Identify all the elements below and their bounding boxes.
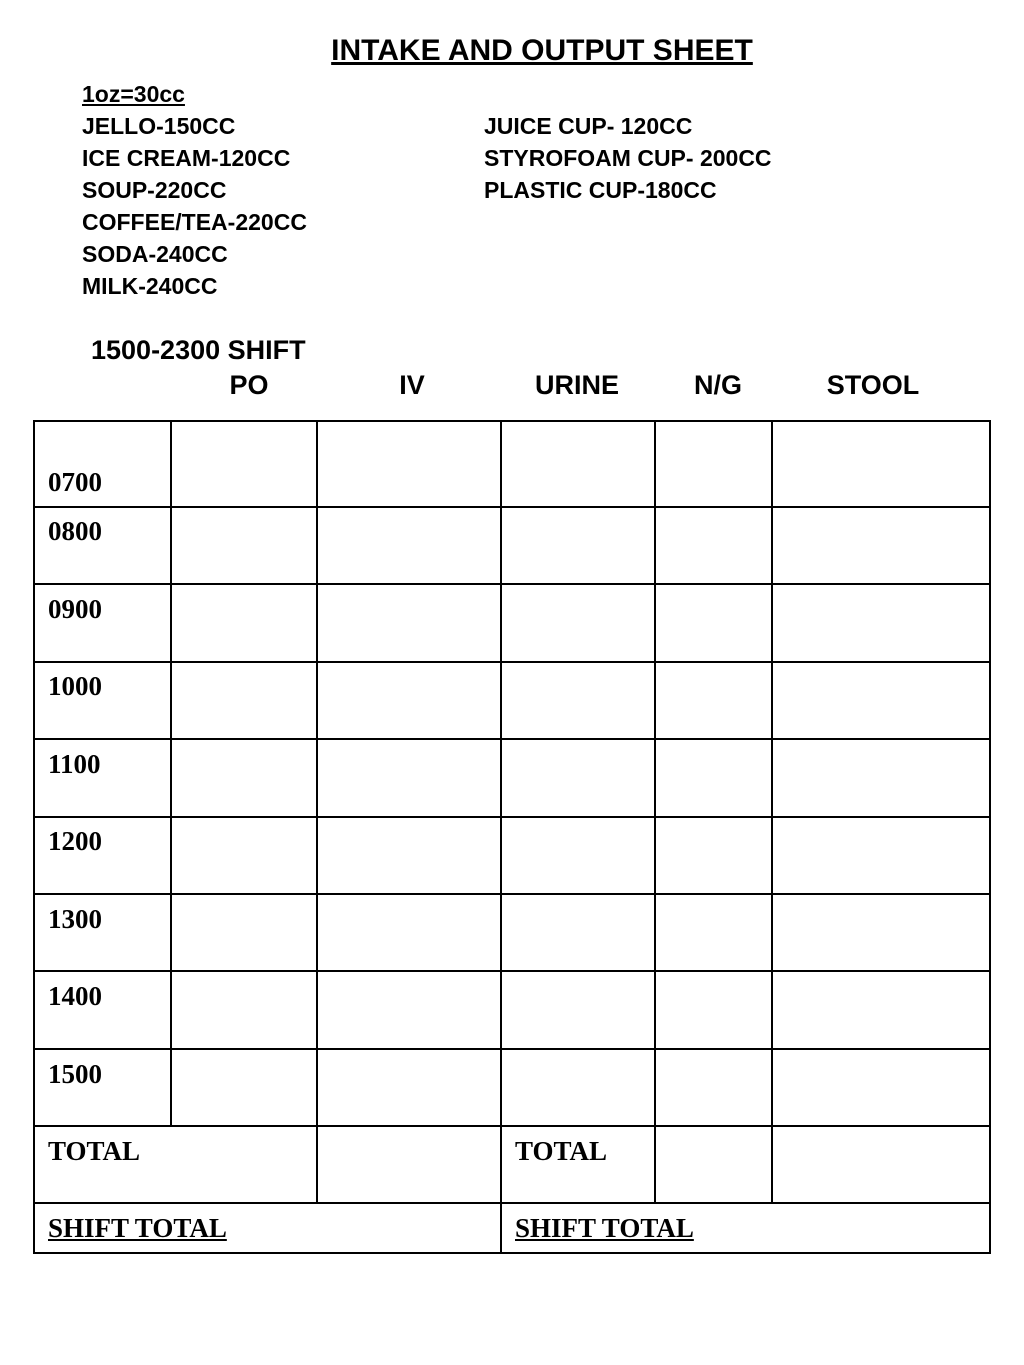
grid-line — [771, 420, 773, 1204]
ounce-conversion: 1oz=30cc — [82, 81, 185, 107]
time-label: 1500 — [48, 1059, 102, 1089]
time-label: 0900 — [48, 594, 102, 624]
grid-line — [33, 661, 991, 663]
volume-item: SODA-240CC — [82, 241, 228, 267]
volume-item: ICE CREAM-120CC — [82, 145, 291, 171]
volume-item: JUICE CUP- 120CC — [484, 113, 693, 139]
grid-line — [33, 583, 991, 585]
cup-volume-list — [484, 110, 772, 206]
volume-item: MILK-240CC — [82, 273, 218, 299]
grid-line — [33, 420, 991, 422]
time-label: 1100 — [48, 749, 101, 779]
volume-item: STYROFOAM CUP- 200CC — [484, 145, 772, 171]
volume-item: JELLO-150CC — [82, 113, 236, 139]
volume-item: PLASTIC CUP-180CC — [484, 177, 717, 203]
grid-line — [33, 1048, 991, 1050]
grid-line — [33, 1202, 991, 1204]
time-label: 1300 — [48, 904, 102, 934]
grid-line — [500, 420, 502, 1254]
shift-label: 1500-2300 SHIFT — [91, 335, 306, 365]
grid-line — [33, 420, 35, 1254]
intake-shift-total-label: SHIFT TOTAL — [48, 1213, 227, 1243]
column-header-po: PO — [229, 370, 269, 400]
grid-line — [316, 420, 318, 1204]
grid-line — [33, 1125, 991, 1127]
column-header-ng: N/G — [693, 370, 743, 400]
sheet-title: INTAKE AND OUTPUT SHEET — [331, 34, 753, 67]
food-volume-list — [82, 110, 307, 302]
column-header-stool: STOOL — [826, 370, 920, 400]
output-shift-total-label: SHIFT TOTAL — [515, 1213, 694, 1243]
time-label: 1000 — [48, 671, 102, 701]
column-header-urine: URINE — [534, 370, 620, 400]
grid-line — [654, 420, 656, 1204]
time-label: 1200 — [48, 826, 102, 856]
grid-line — [33, 738, 991, 740]
output-total-label: TOTAL — [515, 1136, 608, 1166]
grid-line — [170, 420, 172, 1126]
grid-line — [33, 506, 991, 508]
column-header-iv: IV — [399, 370, 425, 400]
grid-line — [33, 1252, 991, 1254]
time-label: 1400 — [48, 981, 102, 1011]
intake-total-label: TOTAL — [48, 1136, 141, 1166]
grid-line — [989, 420, 991, 1254]
time-label: 0700 — [48, 467, 102, 497]
grid-line — [33, 970, 991, 972]
grid-line — [33, 893, 991, 895]
volume-item: SOUP-220CC — [82, 177, 227, 203]
volume-item: COFFEE/TEA-220CC — [82, 209, 307, 235]
grid-line — [33, 816, 991, 818]
time-label: 0800 — [48, 516, 102, 546]
intake-output-table — [33, 420, 991, 1254]
